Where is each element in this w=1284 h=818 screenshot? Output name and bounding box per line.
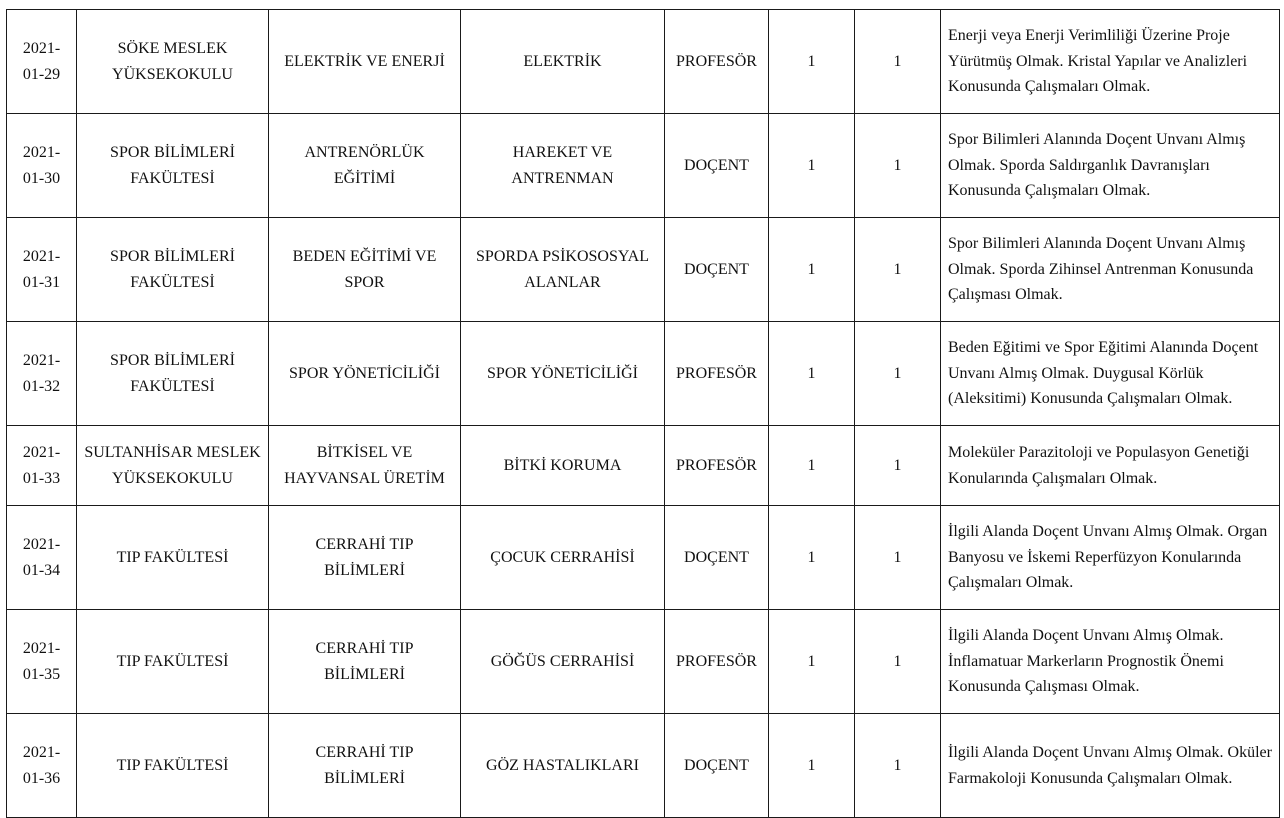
title-cell: PROFESÖR: [665, 322, 769, 426]
requirement-cell: İlgili Alanda Doçent Unvanı Almış Olmak. İnflamatuar Markerların Prognostik Önemi Konusunda Çalışması Olmak.: [941, 610, 1280, 714]
unit-cell: TIP FAKÜLTESİ: [77, 610, 269, 714]
code-line-2: 01-32: [22, 377, 61, 395]
positions-table: [6, 9, 1280, 818]
announcement-code-cell: [7, 10, 77, 114]
announcement-code-cell: [7, 218, 77, 322]
department-cell: SPOR YÖNETİCİLİĞİ: [269, 322, 461, 426]
unit-cell: TIP FAKÜLTESİ: [77, 506, 269, 610]
department-cell: ELEKTRİK VE ENERJİ: [269, 10, 461, 114]
table-row: [7, 322, 1280, 426]
code-line-2: 01-30: [22, 169, 61, 187]
code-line-2: 01-33: [22, 469, 61, 487]
title-cell: DOÇENT: [665, 114, 769, 218]
code-line-2: 01-36: [22, 769, 61, 787]
count-cell: 1: [769, 714, 855, 818]
title-cell: PROFESÖR: [665, 426, 769, 506]
code-line-1: 2021-: [22, 352, 61, 369]
unit-cell: SPOR BİLİMLERİ FAKÜLTESİ: [77, 114, 269, 218]
unit-cell: SULTANHİSAR MESLEK YÜKSEKOKULU: [77, 426, 269, 506]
code-line-2: 01-34: [22, 561, 61, 579]
code-line-2: 01-35: [22, 665, 61, 683]
count2-cell: 1: [855, 10, 941, 114]
title-cell: PROFESÖR: [665, 10, 769, 114]
code-line-2: 01-29: [22, 65, 61, 83]
count2-cell: 1: [855, 114, 941, 218]
announcement-code-cell: [7, 506, 77, 610]
field-cell: HAREKET VE ANTRENMAN: [461, 114, 665, 218]
code-line-1: 2021-: [22, 444, 61, 461]
count2-cell: 1: [855, 426, 941, 506]
count2-cell: 1: [855, 322, 941, 426]
table-row: [7, 426, 1280, 506]
count2-cell: 1: [855, 506, 941, 610]
department-cell: BEDEN EĞİTİMİ VE SPOR: [269, 218, 461, 322]
department-cell: CERRAHİ TIP BİLİMLERİ: [269, 714, 461, 818]
title-cell: PROFESÖR: [665, 610, 769, 714]
requirement-cell: İlgili Alanda Doçent Unvanı Almış Olmak. Oküler Farmakoloji Konusunda Çalışmaları Olmak.: [941, 714, 1280, 818]
requirement-cell: Moleküler Parazitoloji ve Populasyon Genetiği Konularında Çalışmaları Olmak.: [941, 426, 1280, 506]
count-cell: 1: [769, 10, 855, 114]
title-cell: DOÇENT: [665, 714, 769, 818]
field-cell: ELEKTRİK: [461, 10, 665, 114]
code-line-1: 2021-: [22, 640, 61, 657]
code-line-1: 2021-: [22, 40, 61, 57]
unit-cell: SPOR BİLİMLERİ FAKÜLTESİ: [77, 218, 269, 322]
announcement-code-cell: [7, 322, 77, 426]
title-cell: DOÇENT: [665, 218, 769, 322]
announcement-code-cell: [7, 610, 77, 714]
unit-cell: SÖKE MESLEK YÜKSEKOKULU: [77, 10, 269, 114]
code-line-2: 01-31: [22, 273, 61, 291]
department-cell: BİTKİSEL VE HAYVANSAL ÜRETİM: [269, 426, 461, 506]
code-line-1: 2021-: [22, 744, 61, 761]
count-cell: 1: [769, 426, 855, 506]
field-cell: BİTKİ KORUMA: [461, 426, 665, 506]
field-cell: GÖĞÜS CERRAHİSİ: [461, 610, 665, 714]
field-cell: SPORDA PSİKOSOSYAL ALANLAR: [461, 218, 665, 322]
count-cell: 1: [769, 506, 855, 610]
count-cell: 1: [769, 610, 855, 714]
positions-table-body: [7, 10, 1280, 818]
field-cell: GÖZ HASTALIKLARI: [461, 714, 665, 818]
field-cell: SPOR YÖNETİCİLİĞİ: [461, 322, 665, 426]
count-cell: 1: [769, 322, 855, 426]
count-cell: 1: [769, 114, 855, 218]
department-cell: CERRAHİ TIP BİLİMLERİ: [269, 610, 461, 714]
count-cell: 1: [769, 218, 855, 322]
announcement-code-cell: [7, 114, 77, 218]
count2-cell: 1: [855, 610, 941, 714]
unit-cell: SPOR BİLİMLERİ FAKÜLTESİ: [77, 322, 269, 426]
department-cell: CERRAHİ TIP BİLİMLERİ: [269, 506, 461, 610]
count2-cell: 1: [855, 714, 941, 818]
unit-cell: TIP FAKÜLTESİ: [77, 714, 269, 818]
department-cell: ANTRENÖRLÜK EĞİTİMİ: [269, 114, 461, 218]
table-row: [7, 218, 1280, 322]
requirement-cell: Spor Bilimleri Alanında Doçent Unvanı Almış Olmak. Sporda Zihinsel Antrenman Konusunda Çalışması Olmak.: [941, 218, 1280, 322]
table-row: [7, 610, 1280, 714]
requirement-cell: Enerji veya Enerji Verimliliği Üzerine Proje Yürütmüş Olmak. Kristal Yapılar ve Analizleri Konusunda Çalışmaları Olmak.: [941, 10, 1280, 114]
title-cell: DOÇENT: [665, 506, 769, 610]
requirement-cell: İlgili Alanda Doçent Unvanı Almış Olmak. Organ Banyosu ve İskemi Reperfüzyon Konularında Çalışmaları Olmak.: [941, 506, 1280, 610]
requirement-cell: Spor Bilimleri Alanında Doçent Unvanı Almış Olmak. Sporda Saldırganlık Davranışları Konusunda Çalışmaları Olmak.: [941, 114, 1280, 218]
count2-cell: 1: [855, 218, 941, 322]
table-row: [7, 10, 1280, 114]
announcement-code-cell: [7, 714, 77, 818]
requirement-cell: Beden Eğitimi ve Spor Eğitimi Alanında Doçent Unvanı Almış Olmak. Duygusal Körlük (Aleksitimi) Konusunda Çalışmaları Olmak.: [941, 322, 1280, 426]
table-row: [7, 506, 1280, 610]
table-row: [7, 714, 1280, 818]
announcement-code-cell: [7, 426, 77, 506]
code-line-1: 2021-: [22, 248, 61, 265]
code-line-1: 2021-: [22, 144, 61, 161]
table-row: [7, 114, 1280, 218]
code-line-1: 2021-: [22, 536, 61, 553]
field-cell: ÇOCUK CERRAHİSİ: [461, 506, 665, 610]
